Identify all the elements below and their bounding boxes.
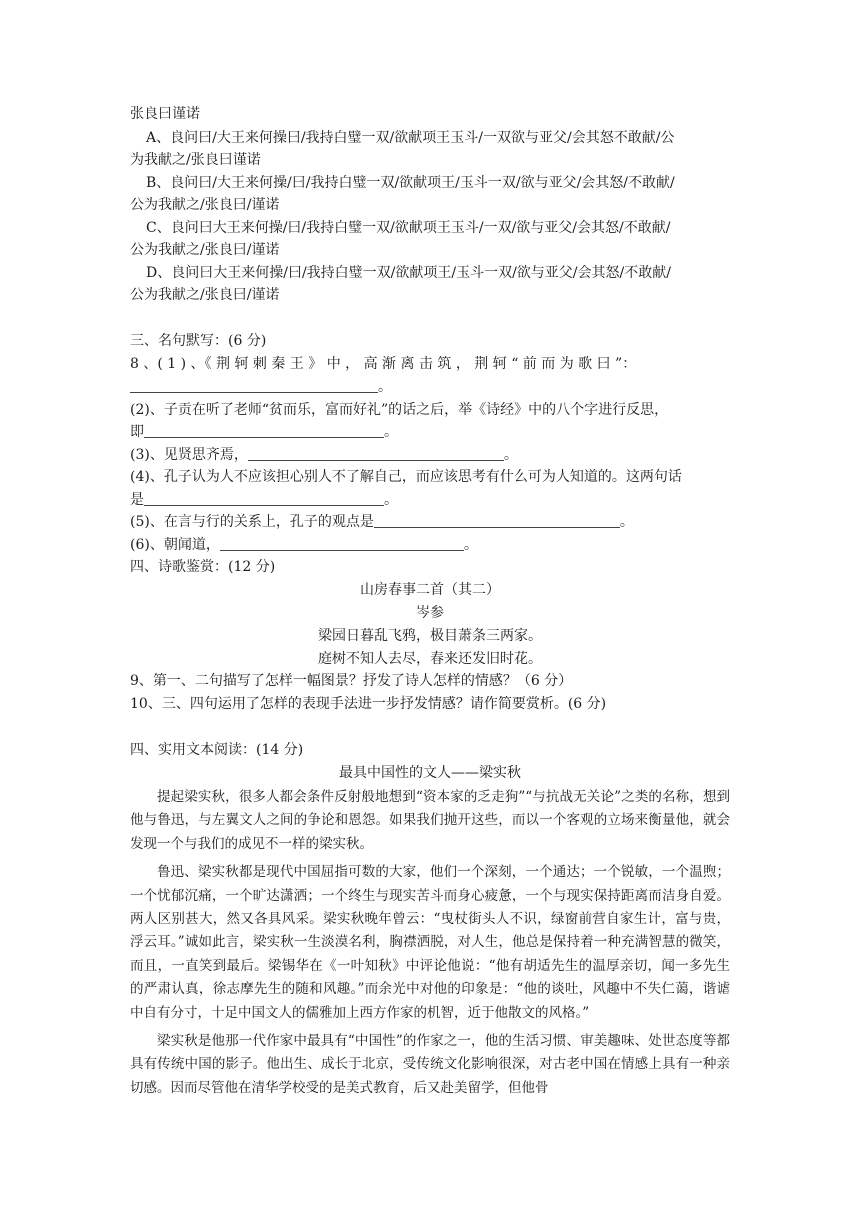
poem-author: 岑参 xyxy=(416,605,444,621)
article-paragraph-1: 提起梁实秋，很多人都会条件反射般地想到“资本家的乏走狗”“与抗战无关论”之类的名称，想到他与鲁迅，与左翼文人之间的争论和恩怨。如果我们抛开这些，而以一个客观的立场来衡量他，就会发现一个与我们的成见不一样的梁实秋。 xyxy=(130,789,730,852)
q8-2-text: (2)、子贡在听了老师“贫而乐，富而好礼”的话之后，举《诗经》中的八个字进行反思， xyxy=(130,402,669,418)
answer-blank[interactable] xyxy=(144,423,384,438)
answer-blank[interactable] xyxy=(220,536,464,551)
option-b-line1: B、良问曰/大王来何操/曰/我持白璧一双/欲献项王/玉斗一双/欲与亚父/会其怒/不敢献/ xyxy=(146,175,675,191)
q8-5: (5)、在言与行的关系上，孔子的观点是 。 xyxy=(130,514,634,530)
question-9: 9、第一、二句描写了怎样一幅图景？抒发了诗人怎样的情感？（6 分） xyxy=(130,673,573,689)
q8-3: (3)、见贤思齐焉， 。 xyxy=(130,447,518,463)
poem-line-2: 庭树不知人去尽，春来还发旧时花。 xyxy=(318,651,542,667)
article-title: 最具中国性的文人——梁实秋 xyxy=(339,765,521,781)
poem-title: 山房春事二首（其二） xyxy=(360,582,500,598)
q8-4-answer: 是 。 xyxy=(130,492,398,508)
section3-title: 三、名句默写：(6 分) xyxy=(130,333,267,349)
option-d-line2: 公为我献之/张良曰/谨诺 xyxy=(130,287,280,303)
answer-blank[interactable] xyxy=(144,491,384,506)
q8-2-answer: 即 。 xyxy=(130,424,398,440)
option-c-line1: C、良问曰大王来何操/曰/我持白璧一双/欲献项王玉斗/一双/欲与亚父/会其怒/不敢献/ xyxy=(146,220,671,236)
option-c-line2: 公为我献之/张良曰/谨诺 xyxy=(130,242,280,258)
section4-title: 四、诗歌鉴赏：(12 分) xyxy=(130,559,276,575)
article-body xyxy=(130,786,730,1100)
article-paragraph-2: 鲁迅、梁实秋都是现代中国屈指可数的大家，他们一个深刻，一个通达；一个锐敏，一个温煦；一个忧郁沉痛，一个旷达潇洒；一个终生与现实苦斗而身心疲惫，一个与现实保持距离而洁身自爱。两人区别甚大，然又各具风采。梁实秋晚年曾云：“曳杖街头人不识，绿窗前营自家生计，富与贵，浮云耳。”诚如此言，梁实秋一生淡漠名利，胸襟洒脱，对人生，他总是保持着一种充满智慧的微笑，而且，一直笑到最后。梁锡华在《一叶知秋》中评论他说：“他有胡适先生的温厚亲切，闻一多先生的严肃认真，徐志摩先生的随和风趣。”而余光中对他的印象是：“他的谈吐，风趣中不失仁蔼，谐谑中自有分寸，十足中国文人的儒雅加上西方作家的机智，近于他散文的风格。” xyxy=(130,864,730,1021)
option-d-line1: D、良问曰大王来何操/曰/我持白璧一双/欲献项王/玉斗一双/欲与亚父/会其怒/不敢献/ xyxy=(146,265,671,281)
article-paragraph-3: 梁实秋是他那一代作家中最具有“中国性”的作家之一，他的生活习惯、审美趣味、处世态度等都具有传统中国的影子。他出生、成长于北京，受传统文化影响很深，对古老中国在情感上具有一种亲切感。因而尽管他在清华学校受的是美式教育，后又赴美留学，但他骨 xyxy=(130,1033,730,1096)
section5-title: 四、实用文本阅读：(14 分) xyxy=(130,742,304,758)
option-b-line2: 公为我献之/张良曰/谨诺 xyxy=(130,197,280,213)
q8-1-answer: 。 xyxy=(130,377,392,398)
answer-blank[interactable] xyxy=(374,513,620,528)
q8-6: (6)、朝闻道， 。 xyxy=(130,537,478,553)
q8-4-text: (4)、孔子认为人不应该担心别人不了解自己，而应该思考有什么可为人知道的。这两句话 xyxy=(130,469,682,485)
option-a-line1: A、良问曰/大王来何操曰/我持白璧一双/欲献项王玉斗/一双欲与亚父/会其怒不敢献/公 xyxy=(146,130,675,146)
answer-blank[interactable] xyxy=(130,378,378,393)
q7-stem-tail: 张良曰谨诺 xyxy=(130,106,200,122)
answer-blank[interactable] xyxy=(248,446,504,461)
q8-1-text: 8 、( 1 ) 、《 荆 轲 刺 秦 王 》 中 ， 高 渐 离 击 筑 ， 荆 轲 “ 前 而 为 歌 曰 ”： xyxy=(130,356,637,372)
poem-line-1: 梁园日暮乱飞鸦，极目萧条三两家。 xyxy=(318,628,542,644)
option-a-line2: 为我献之/张良曰谨诺 xyxy=(130,152,261,168)
question-10: 10、三、四句运用了怎样的表现手法进一步抒发情感？请作简要赏析。(6 分) xyxy=(130,696,607,712)
